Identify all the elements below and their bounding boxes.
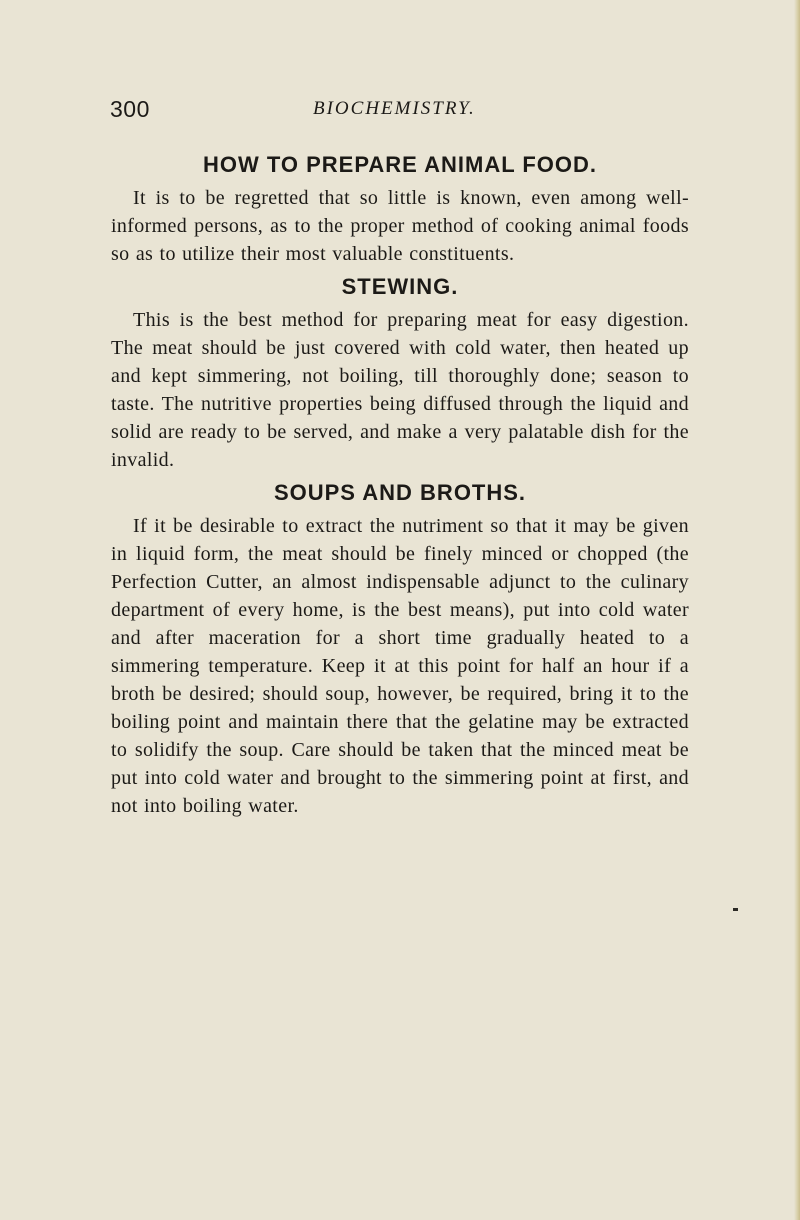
page-header — [110, 96, 670, 126]
page-edge — [794, 0, 800, 1220]
paragraph-animal-food: It is to be regretted that so little is known, even among well-informed persons, as to the proper method of cooking animal foods so as to utilize their most valuable constituents. — [111, 187, 689, 265]
ink-mark — [733, 908, 738, 911]
section-heading-animal-food: HOW TO PREPARE ANIMAL FOOD. — [202, 152, 598, 177]
paragraph-stewing: This is the best method for preparing meat for easy digestion. The meat should be just covered with cold water, then heated up and kept simmering, not boiling, till thoroughly done; season to taste. The nutritive properties being diffused through the liquid and solid are ready to be served, and make a very palatable dish for the invalid. — [111, 309, 689, 471]
paragraph-soups-and-broths: If it be desirable to extract the nutriment so that it may be given in liquid form, the meat should be finely minced or chopped (the Perfection Cutter, an almost indispensable adjunct to the culinary department of every home, is the best means), put into cold water and after maceration for a short time gradually heated to a simmering temperature. Keep it at this point for half an hour if a broth be desired; should soup, however, be required, bring it to the boiling point and maintain there that the gelatine may be extracted to solidify the soup. Care should be taken that the minced meat be put into cold water and brought to the simmering point at first, and not into boiling water. — [111, 515, 689, 817]
running-title: BIOCHEMISTRY. — [313, 98, 476, 119]
page-content — [111, 140, 689, 820]
section-heading-soups-and-broths: SOUPS AND BROTHS. — [273, 480, 527, 505]
section-heading-stewing: STEWING. — [341, 274, 459, 299]
page-number: 300 — [110, 96, 150, 122]
